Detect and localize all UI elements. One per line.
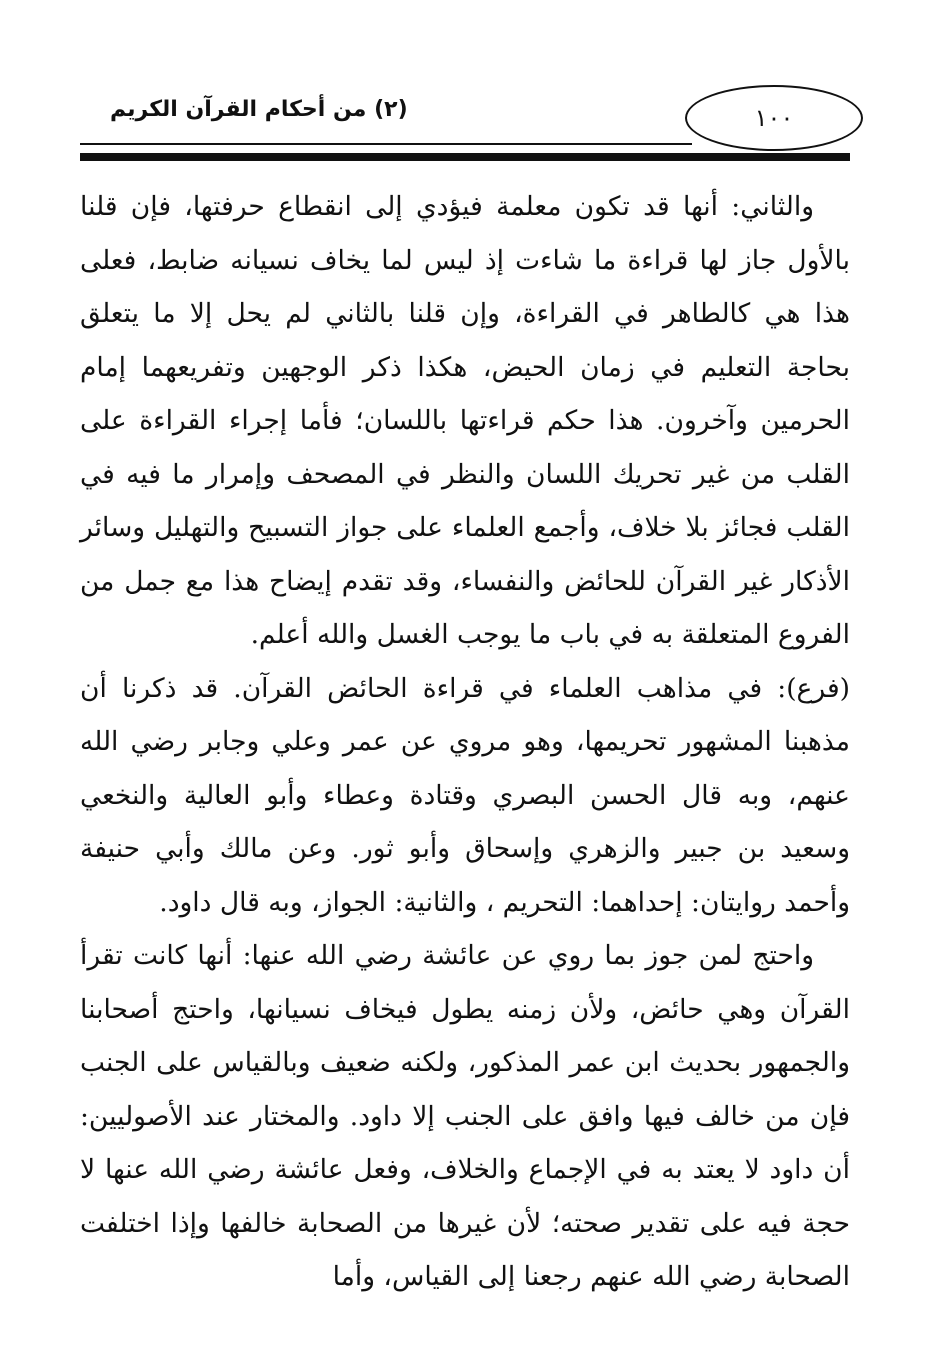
header-thick-rule	[80, 153, 850, 161]
paragraph-2	[80, 662, 850, 930]
paragraph-3-text: واحتج لمن جوز بما روي عن عائشة رضي الله عنها: أنها كانت تقرأ القرآن وهي حائض، ولأن زمنه يطول فيخاف نسيانها، واحتج أصحابنا والجمهور بحديث ابن عمر المذكور، ولكنه ضعيف وبالقياس على الجنب فإن من خالف فيها وافق على الجنب إلا داود. والمختار عند الأصوليين: أن داود لا يعتد به في الإجماع والخلاف، وفعل عائشة رضي الله عنها لا حجة فيه على تقدير صحته؛ لأن غيرها من الصحابة خالفها وإذا اختلفت الصحابة رضي الله عنهم رجعنا إلى القياس، وأما	[80, 940, 850, 1292]
body-text	[80, 180, 850, 1304]
paragraph-3	[80, 929, 850, 1304]
page-number: ١٠٠	[754, 104, 794, 132]
running-title: (٢) من أحكام القرآن الكريم	[110, 97, 408, 122]
paragraph-1-text: والثاني: أنها قد تكون معلمة فيؤدي إلى انقطاع حرفتها، فإن قلنا بالأول جاز لها قراءة ما شاءت إذ ليس لما يخاف نسيانه ضابط، فعلى هذا هي كالطاهر في القراءة، وإن قلنا بالثاني لم يحل إلا ما يتعلق بحاجة التعليم في زمان الحيض، هكذا ذكر الوجهين وتفريعهما إمام الحرمين وآخرون. هذا حكم قراءتها باللسان؛ فأما إجراء القراءة على القلب من غير تحريك اللسان والنظر في المصحف وإمرار ما فيه في القلب فجائز بلا خلاف، وأجمع العلماء على جواز التسبيح والتهليل وسائر الأذكار غير القرآن للحائض والنفساء، وقد تقدم إيضاح هذا مع جمل من الفروع المتعلقة به في باب ما يوجب الغسل والله أعلم.	[80, 191, 850, 650]
page-header	[80, 85, 850, 170]
paragraph-1	[80, 180, 850, 662]
paragraph-2-text: في مذاهب العلماء في قراءة الحائض القرآن. قد ذكرنا أن مذهبنا المشهور تحريمها، وهو مروي عن عمر وعلي وجابر رضي الله عنهم، وبه قال الحسن البصري وقتادة وعطاء وأبو العالية والنخعي وسعيد بن جبير والزهري وإسحاق وأبو ثور. وعن مالك وأبي حنيفة وأحمد روايتان: إحداهما: التحريم ، والثانية: الجواز، وبه قال داود.	[80, 672, 850, 918]
page-number-oval	[685, 85, 863, 151]
paragraph-2-label: (فرع):	[777, 672, 850, 704]
header-thin-rule	[80, 143, 692, 145]
